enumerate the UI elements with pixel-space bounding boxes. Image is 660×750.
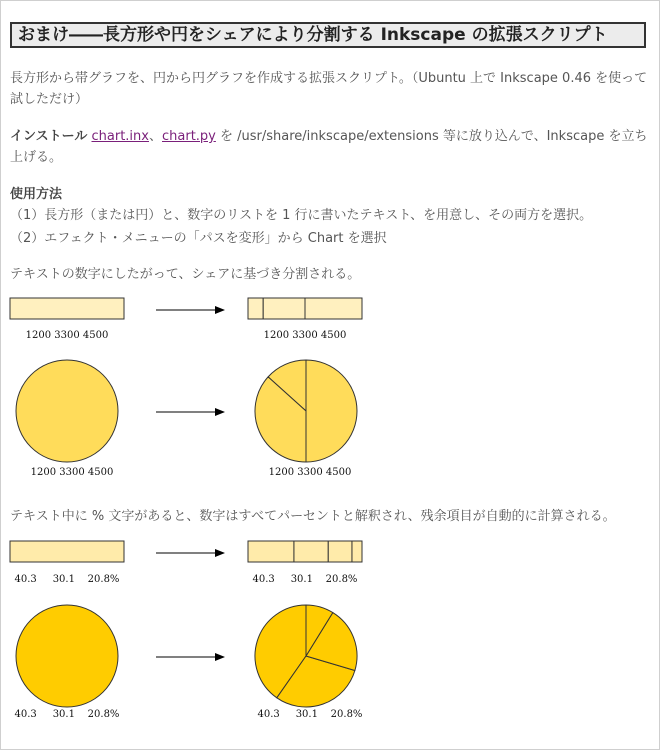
pie-source-label-2: 40.3 30.1 20.8%	[14, 709, 120, 720]
usage-step-1: （1）長方形（または円）と、数字のリストを 1 行に書いたテキスト、を用意し、その両方を選択。	[10, 208, 593, 223]
band-chart-2-segment-2	[294, 541, 328, 562]
bar-result-label: 1200 3300 4500	[263, 330, 347, 341]
usage-heading: 使用方法	[10, 187, 63, 202]
intro-paragraph: 長方形から帯グラフを、円から円グラフを作成する拡張スクリプト。（Ubuntu 上で Inkscape 0.46 を使って試しただけ）	[10, 71, 648, 107]
band-chart-2-segment-1	[248, 541, 294, 562]
install-label: インストール	[10, 129, 88, 144]
source-circle-2	[16, 605, 118, 707]
install-separator: 、	[148, 129, 162, 144]
bar-source-label: 1200 3300 4500	[25, 330, 109, 341]
source-rectangle	[10, 298, 124, 319]
usage-step-2: （2）エフェクト・メニューの「パスを変形」から Chart を選択	[10, 231, 387, 246]
pie-result-label: 1200 3300 4500	[268, 467, 352, 478]
section2-text: テキスト中に % 文字があると、数字はすべてパーセントと解釈され、残余項目が自動的に計算される。	[10, 509, 616, 524]
band-chart-1	[248, 298, 362, 319]
install-text: を /usr/share/inkscape/extensions 等に放り込んで、Inkscape を立ち上げる。	[10, 129, 648, 165]
bar-source-label-2: 40.3 30.1 20.8%	[14, 574, 120, 585]
pie-chart-2	[255, 605, 357, 707]
chart-py-link[interactable]: chart.py	[162, 129, 216, 144]
band-chart-2-segment-4	[352, 541, 362, 562]
source-circle	[16, 360, 118, 462]
band-chart-1-segment-3	[305, 298, 362, 319]
pie-chart-1-slice-3	[306, 360, 357, 462]
section1-text: テキストの数字にしたがって、シェアに基づき分割される。	[10, 267, 361, 282]
band-chart-2	[248, 541, 362, 562]
pie-result-label-2: 40.3 30.1 20.8%	[257, 709, 363, 720]
chart-inx-link[interactable]: chart.inx	[91, 129, 149, 144]
pie-chart-1	[255, 360, 357, 462]
band-chart-1-segment-2	[263, 298, 305, 319]
bar-result-label-2: 40.3 30.1 20.8%	[252, 574, 358, 585]
source-rectangle-2	[10, 541, 124, 562]
band-chart-2-segment-3	[328, 541, 352, 562]
page-title: おまけ――長方形や円をシェアにより分割する Inkscape の拡張スクリプト	[10, 22, 646, 48]
band-chart-1-segment-1	[248, 298, 263, 319]
pie-source-label: 1200 3300 4500	[30, 467, 114, 478]
